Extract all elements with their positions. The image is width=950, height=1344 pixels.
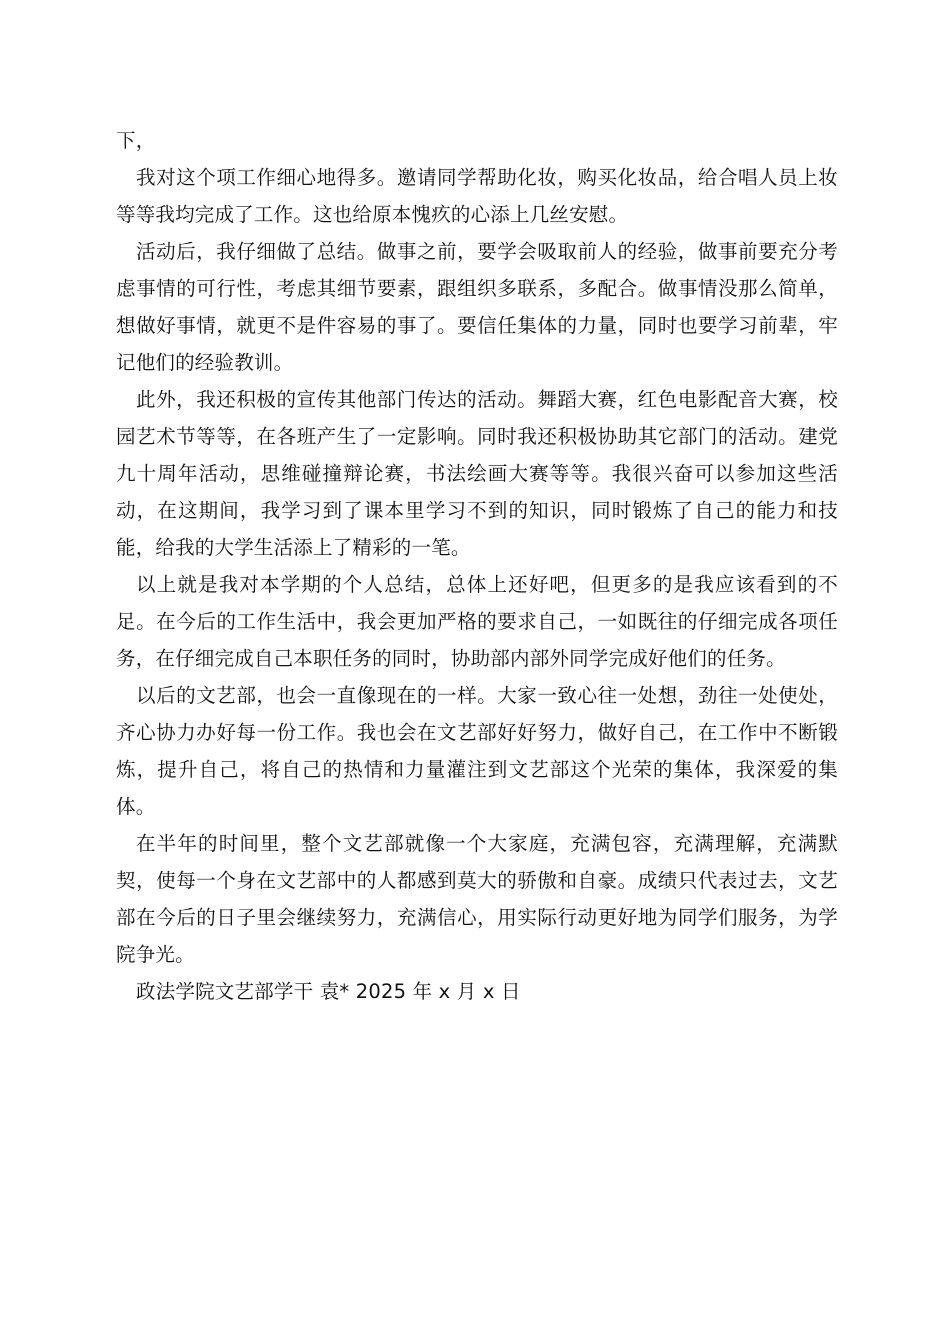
paragraph-summary-after-event: 活动后，我仔细做了总结。做事之前，要学会吸取前人的经验，做事前要充分考虑事情的可行性，考虑其细节要素，跟组织多联系，多配合。做事情没那么简单，想做好事情，就更不是件容易的事了。要信任集体的力量，同时也要学习前辈，牢记他们的经验教训。 bbox=[116, 240, 838, 374]
signature-line: 政法学院文艺部学干 袁* 2025 年 x 月 x 日 bbox=[136, 980, 521, 1003]
paragraph-promotion-activities: 此外，我还积极的宣传其他部门传达的活动。舞蹈大赛，红色电影配音大赛，校园艺术节等等，在各班产生了一定影响。同时我还积极协助其它部门的活动。建党九十周年活动，思维碰撞辩论赛，书法绘画大赛等等。我很兴奋可以参加这些活动，在这期间，我学习到了课本里学习不到的知识，同时锻炼了自己的能力和技能，给我的大学生活添上了精彩的一笔。 bbox=[116, 388, 838, 559]
paragraph-half-year-family: 在半年的时间里，整个文艺部就像一个大家庭，充满包容，充满理解，充满默契，使每一个身在文艺部中的人都感到莫大的骄傲和自豪。成绩只代表过去，文艺部在今后的日子里会继续努力，充满信心，用实际行动更好地为同学们服务，为学院争光。 bbox=[116, 832, 838, 966]
paragraph-continuation: 下， bbox=[116, 129, 156, 152]
paragraph-makeup-work: 我对这个项工作细心地得多。邀请同学帮助化妆，购买化妆品，给合唱人员上妆等等我均完成了工作。这也给原本愧疚的心添上几丝安慰。 bbox=[116, 166, 838, 226]
document-body bbox=[116, 122, 838, 1010]
paragraph-semester-summary: 以上就是我对本学期的个人总结，总体上还好吧，但更多的是我应该看到的不足。在今后的工作生活中，我会更加严格的要求自己，一如既往的仔细完成各项任务，在仔细完成自己本职任务的同时，协助部内部外同学完成好他们的任务。 bbox=[116, 573, 838, 670]
paragraph-future-department: 以后的文艺部，也会一直像现在的一样。大家一致心往一处想，劲往一处使处，齐心协力办好每一份工作。我也会在文艺部好好努力，做好自己，在工作中不断锻炼，提升自己，将自己的热情和力量灌注到文艺部这个光荣的集体，我深爱的集体。 bbox=[116, 684, 838, 818]
